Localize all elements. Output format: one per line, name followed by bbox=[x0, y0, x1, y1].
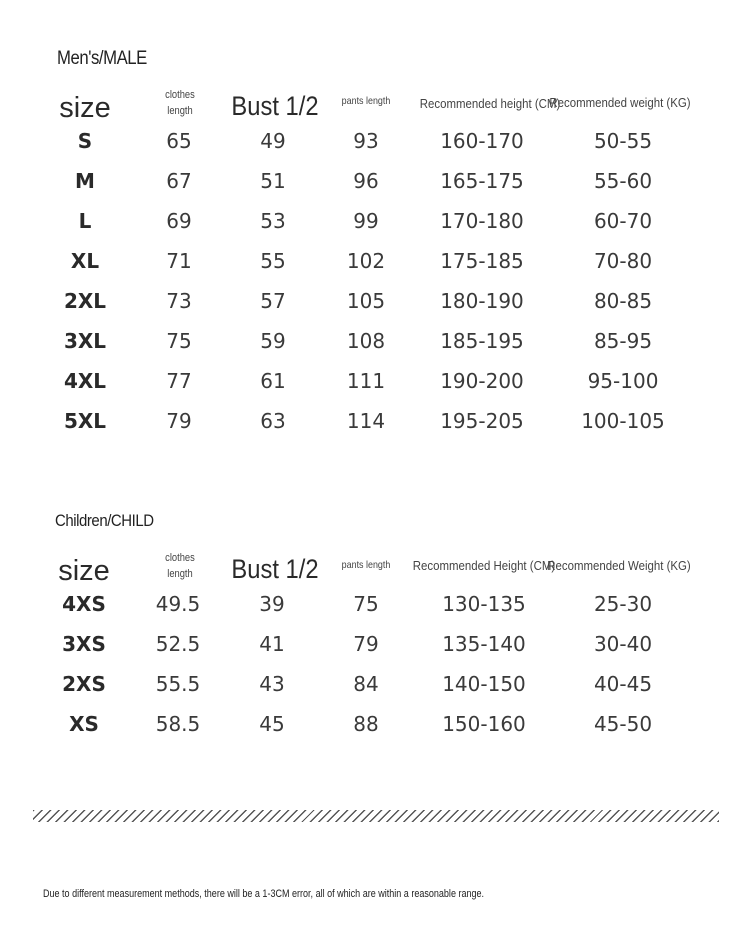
men-cell-weight: 100-105 bbox=[581, 409, 665, 433]
children-cell-height: 140-150 bbox=[442, 672, 526, 696]
men-cell-size: 4XL bbox=[63, 369, 107, 393]
men-cell-bust: 55 bbox=[260, 249, 286, 273]
children-cell-clothes-length: 52.5 bbox=[155, 632, 201, 656]
men-cell-size: 2XL bbox=[63, 289, 107, 313]
children-cell-weight: 30-40 bbox=[593, 632, 653, 656]
children-cell-height: 130-135 bbox=[442, 592, 526, 616]
men-cell-weight: 60-70 bbox=[593, 209, 653, 233]
men-cell-pants-length: 111 bbox=[346, 369, 386, 393]
men-cell-size: M bbox=[75, 169, 95, 193]
men-cell-clothes-length: 75 bbox=[166, 329, 192, 353]
children-header-size: size bbox=[58, 555, 110, 587]
men-cell-pants-length: 108 bbox=[346, 329, 386, 353]
men-cell-bust: 63 bbox=[260, 409, 286, 433]
men-header-pants-length: pants length bbox=[341, 95, 391, 107]
children-header-height: Recommended Height (CM) bbox=[412, 558, 556, 573]
children-cell-weight: 40-45 bbox=[593, 672, 653, 696]
children-cell-clothes-length: 58.5 bbox=[155, 712, 201, 736]
men-cell-bust: 53 bbox=[260, 209, 286, 233]
men-section-title: Men's/MALE bbox=[57, 48, 147, 69]
children-cell-size: 4XS bbox=[62, 592, 106, 616]
men-cell-weight: 95-100 bbox=[587, 369, 659, 393]
children-cell-clothes-length: 55.5 bbox=[155, 672, 201, 696]
children-cell-size: XS bbox=[69, 712, 99, 736]
children-cell-height: 150-160 bbox=[442, 712, 526, 736]
children-cell-weight: 45-50 bbox=[593, 712, 653, 736]
men-cell-size: XL bbox=[70, 249, 100, 273]
men-cell-weight: 80-85 bbox=[593, 289, 653, 313]
men-header-weight: Recommended weight (KG) bbox=[549, 95, 691, 110]
men-cell-weight: 70-80 bbox=[593, 249, 653, 273]
men-cell-bust: 59 bbox=[260, 329, 286, 353]
men-cell-height: 190-200 bbox=[440, 369, 524, 393]
children-cell-pants-length: 79 bbox=[353, 632, 379, 656]
children-header-bust: Bust 1/2 bbox=[231, 554, 319, 584]
men-cell-pants-length: 99 bbox=[353, 209, 379, 233]
men-cell-bust: 49 bbox=[260, 129, 286, 153]
men-cell-clothes-length: 73 bbox=[166, 289, 192, 313]
men-cell-pants-length: 93 bbox=[353, 129, 379, 153]
men-cell-height: 170-180 bbox=[440, 209, 524, 233]
men-cell-pants-length: 96 bbox=[353, 169, 379, 193]
children-cell-weight: 25-30 bbox=[593, 592, 653, 616]
children-header-weight: Recommended Weight (KG) bbox=[547, 558, 691, 573]
diagonal-stripe-divider bbox=[33, 810, 719, 822]
men-cell-clothes-length: 77 bbox=[166, 369, 192, 393]
children-cell-bust: 45 bbox=[259, 712, 285, 736]
children-header-clothes-length: clothes length bbox=[165, 552, 195, 580]
men-cell-clothes-length: 67 bbox=[166, 169, 192, 193]
men-header-bust: Bust 1/2 bbox=[231, 91, 319, 121]
men-cell-pants-length: 102 bbox=[346, 249, 386, 273]
men-cell-weight: 85-95 bbox=[593, 329, 653, 353]
children-cell-pants-length: 88 bbox=[353, 712, 379, 736]
men-cell-clothes-length: 69 bbox=[166, 209, 192, 233]
men-cell-size: S bbox=[77, 129, 93, 153]
children-header-pants-length: pants length bbox=[341, 559, 391, 571]
men-cell-height: 160-170 bbox=[440, 129, 524, 153]
footnote: Due to different measurement methods, there will be a 1-3CM error, all of which are within a reasonable range. bbox=[43, 888, 485, 900]
men-cell-clothes-length: 71 bbox=[166, 249, 192, 273]
men-cell-pants-length: 105 bbox=[346, 289, 386, 313]
men-cell-bust: 51 bbox=[260, 169, 286, 193]
children-cell-bust: 41 bbox=[259, 632, 285, 656]
men-cell-size: 5XL bbox=[63, 409, 107, 433]
children-cell-bust: 43 bbox=[259, 672, 285, 696]
children-cell-pants-length: 75 bbox=[353, 592, 379, 616]
men-cell-size: 3XL bbox=[63, 329, 107, 353]
men-cell-size: L bbox=[78, 209, 92, 233]
children-cell-size: 2XS bbox=[62, 672, 106, 696]
men-cell-bust: 61 bbox=[260, 369, 286, 393]
men-cell-height: 185-195 bbox=[440, 329, 524, 353]
men-cell-pants-length: 114 bbox=[346, 409, 386, 433]
children-cell-bust: 39 bbox=[259, 592, 285, 616]
children-section-title: Children/CHILD bbox=[55, 511, 154, 530]
men-header-clothes-length: clothes length bbox=[165, 89, 195, 117]
men-cell-weight: 50-55 bbox=[593, 129, 653, 153]
men-cell-weight: 55-60 bbox=[593, 169, 653, 193]
men-cell-height: 180-190 bbox=[440, 289, 524, 313]
children-cell-height: 135-140 bbox=[442, 632, 526, 656]
men-header-height: Recommended height (CM) bbox=[419, 96, 561, 111]
children-cell-pants-length: 84 bbox=[353, 672, 379, 696]
men-cell-height: 195-205 bbox=[440, 409, 524, 433]
children-cell-size: 3XS bbox=[62, 632, 106, 656]
men-cell-height: 175-185 bbox=[440, 249, 524, 273]
men-cell-clothes-length: 65 bbox=[166, 129, 192, 153]
men-header-size: size bbox=[59, 92, 111, 124]
children-cell-clothes-length: 49.5 bbox=[155, 592, 201, 616]
men-cell-clothes-length: 79 bbox=[166, 409, 192, 433]
men-cell-height: 165-175 bbox=[440, 169, 524, 193]
men-cell-bust: 57 bbox=[260, 289, 286, 313]
